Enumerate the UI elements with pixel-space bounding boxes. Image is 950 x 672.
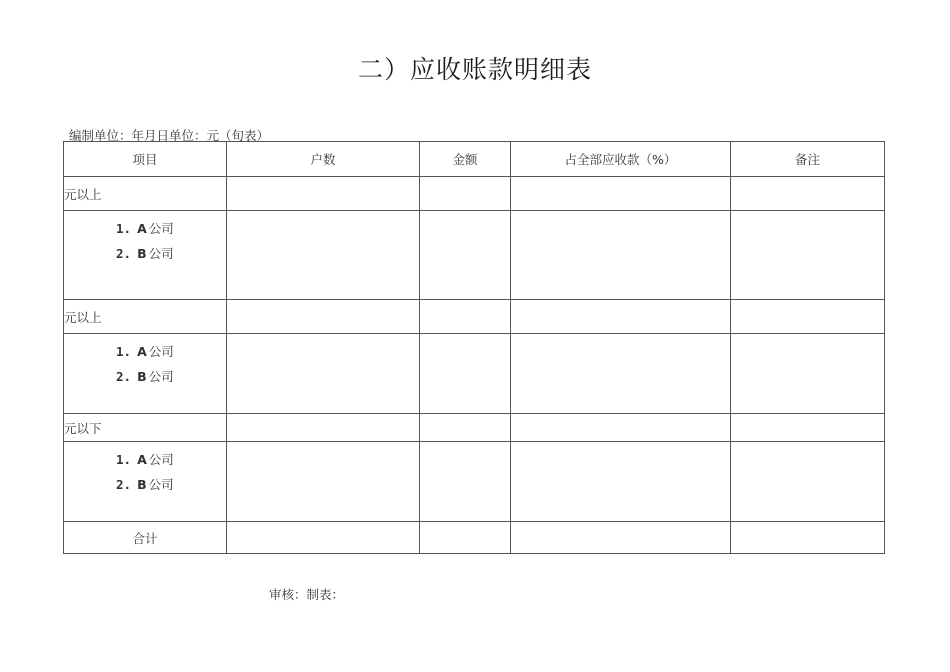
company-item: 2. B 公司 [116, 477, 174, 492]
unit-info-line: 编制单位：年月日单位：元（旬表） [69, 128, 270, 143]
company-item: 1. A 公司 [116, 452, 174, 467]
table-cell [511, 442, 731, 522]
range-label: 元以上 [64, 177, 227, 211]
table-cell [420, 334, 511, 414]
company-item: 2. B 公司 [116, 246, 174, 261]
table-header-row [64, 142, 885, 177]
table-cell [227, 300, 420, 334]
table-cell [420, 522, 511, 554]
page-title: 二）应收账款明细表 [357, 55, 592, 84]
company-list [64, 442, 227, 522]
column-header-percentage: 占全部应收款（%） [511, 142, 731, 177]
column-header-count: 户数 [227, 142, 420, 177]
table-row [64, 177, 885, 211]
table-cell [731, 177, 885, 211]
table-cell [511, 177, 731, 211]
company-item: 2. B 公司 [116, 369, 174, 384]
total-label: 合计 [64, 522, 227, 554]
table-cell [227, 211, 420, 300]
table-cell [420, 414, 511, 442]
table-cell [731, 414, 885, 442]
table-cell [511, 334, 731, 414]
table-cell [511, 522, 731, 554]
table-cell [511, 211, 731, 300]
table-row [64, 300, 885, 334]
table-cell [227, 522, 420, 554]
table-cell [227, 334, 420, 414]
column-header-remarks: 备注 [731, 142, 885, 177]
table-cell [511, 414, 731, 442]
company-list [64, 334, 227, 414]
range-label: 元以上 [64, 300, 227, 334]
table-cell [227, 442, 420, 522]
table-cell [731, 522, 885, 554]
table-cell [731, 442, 885, 522]
table-cell [731, 300, 885, 334]
receivables-table [63, 141, 885, 554]
column-header-item: 项目 [64, 142, 227, 177]
column-header-amount: 金额 [420, 142, 511, 177]
table-cell [420, 300, 511, 334]
table-row [64, 414, 885, 442]
table-cell [731, 211, 885, 300]
table-cell [420, 177, 511, 211]
company-item: 1. A 公司 [116, 344, 174, 359]
range-label: 元以下 [64, 414, 227, 442]
signature-line: 审核：制表： [269, 587, 345, 602]
table-cell [511, 300, 731, 334]
table-cell [420, 442, 511, 522]
table-row [64, 442, 885, 522]
table-cell [420, 211, 511, 300]
total-row [64, 522, 885, 554]
company-item: 1. A 公司 [116, 221, 174, 236]
company-list [64, 211, 227, 300]
table-cell [227, 177, 420, 211]
table-row [64, 211, 885, 300]
table-row [64, 334, 885, 414]
table-cell [731, 334, 885, 414]
table-cell [227, 414, 420, 442]
